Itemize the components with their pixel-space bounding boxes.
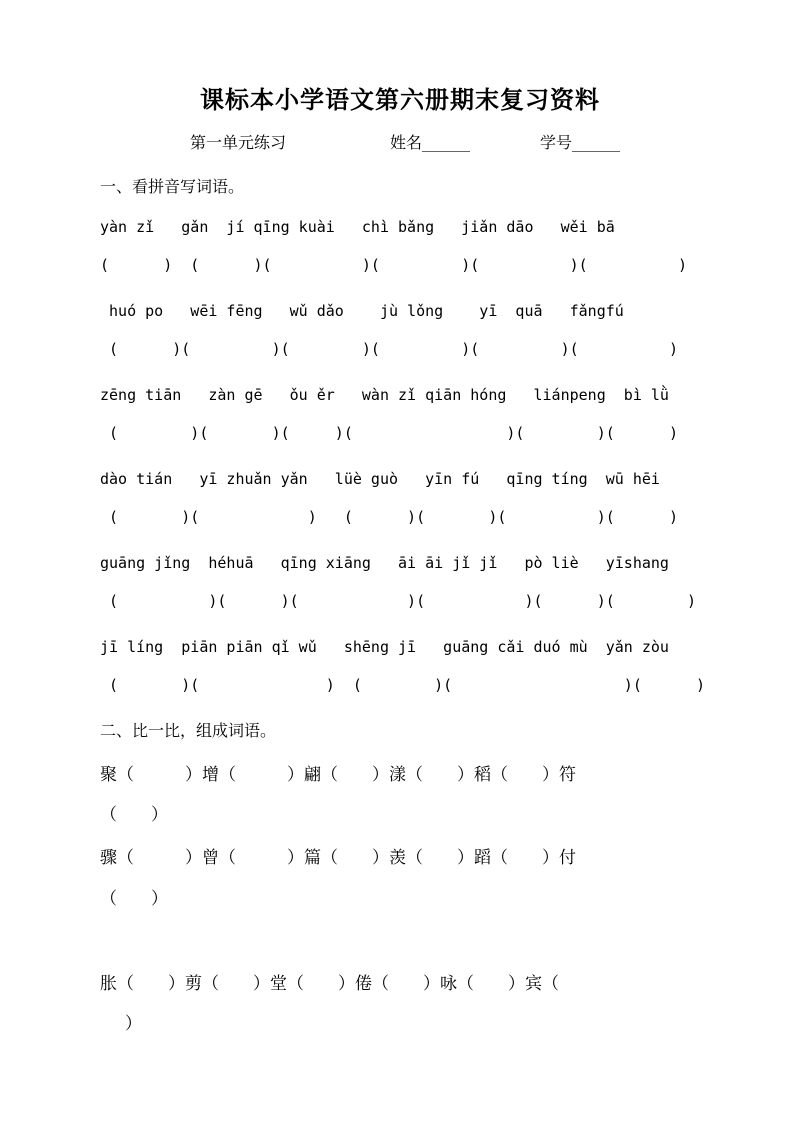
section-1-heading: 一、看拼音写词语。	[100, 177, 245, 196]
character-compare-row: 聚（ ）增（ ）翩（ ）漾（ ）稻（ ）符	[100, 765, 576, 785]
name-field-label: 姓名______	[390, 133, 471, 152]
pinyin-row: huó po wēi fēng wǔ dǎo jù lǒng yī quā fǎngfú	[100, 302, 624, 320]
student-id-field-label: 学号______	[540, 133, 621, 152]
answer-brackets-row: ( )( ) ( )( )( )	[100, 676, 706, 694]
unit-label: 第一单元练习	[190, 133, 287, 152]
character-compare-row: 胀（ ）剪（ ）堂（ ）倦（ ）咏（ ）宾（	[100, 974, 559, 994]
character-compare-row-tail: ）	[108, 1014, 142, 1034]
character-compare-row: 骤（ ）曾（ ）篇（ ）羡（ ）蹈（ ）付	[100, 848, 576, 868]
answer-brackets-row: ( ) ( )( )( )( )( )	[100, 256, 687, 274]
pinyin-row: jī líng piān piān qǐ wǔ shēng jī guāng cǎi duó mù yǎn zòu	[100, 638, 669, 656]
page-title: 课标本小学语文第六册期末复习资料	[200, 85, 600, 114]
answer-brackets-row: ( )( )( )( )( )( )	[100, 592, 697, 610]
answer-brackets-row: ( )( )( )( )( )( )	[100, 424, 678, 442]
character-compare-row-tail: （ ）	[100, 805, 168, 825]
pinyin-row: yàn zǐ gǎn jí qīng kuài chì bǎng jiǎn dāo wěi bā	[100, 218, 615, 236]
section-2-heading: 二、比一比，组成词语。	[100, 721, 277, 740]
pinyin-row: dào tián yī zhuǎn yǎn lüè guò yīn fú qīng tíng wū hēi	[100, 470, 660, 488]
answer-brackets-row: ( )( ) ( )( )( )( )	[100, 508, 678, 526]
character-compare-row-tail: （ ）	[100, 889, 168, 909]
answer-brackets-row: ( )( )( )( )( )( )	[100, 340, 678, 358]
pinyin-row: guāng jǐng héhuā qīng xiāng āi āi jǐ jǐ pò liè yīshang	[100, 554, 669, 572]
pinyin-row: zēng tiān zàn gē ǒu ěr wàn zǐ qiān hóng liánpeng bì lǜ	[100, 386, 669, 404]
